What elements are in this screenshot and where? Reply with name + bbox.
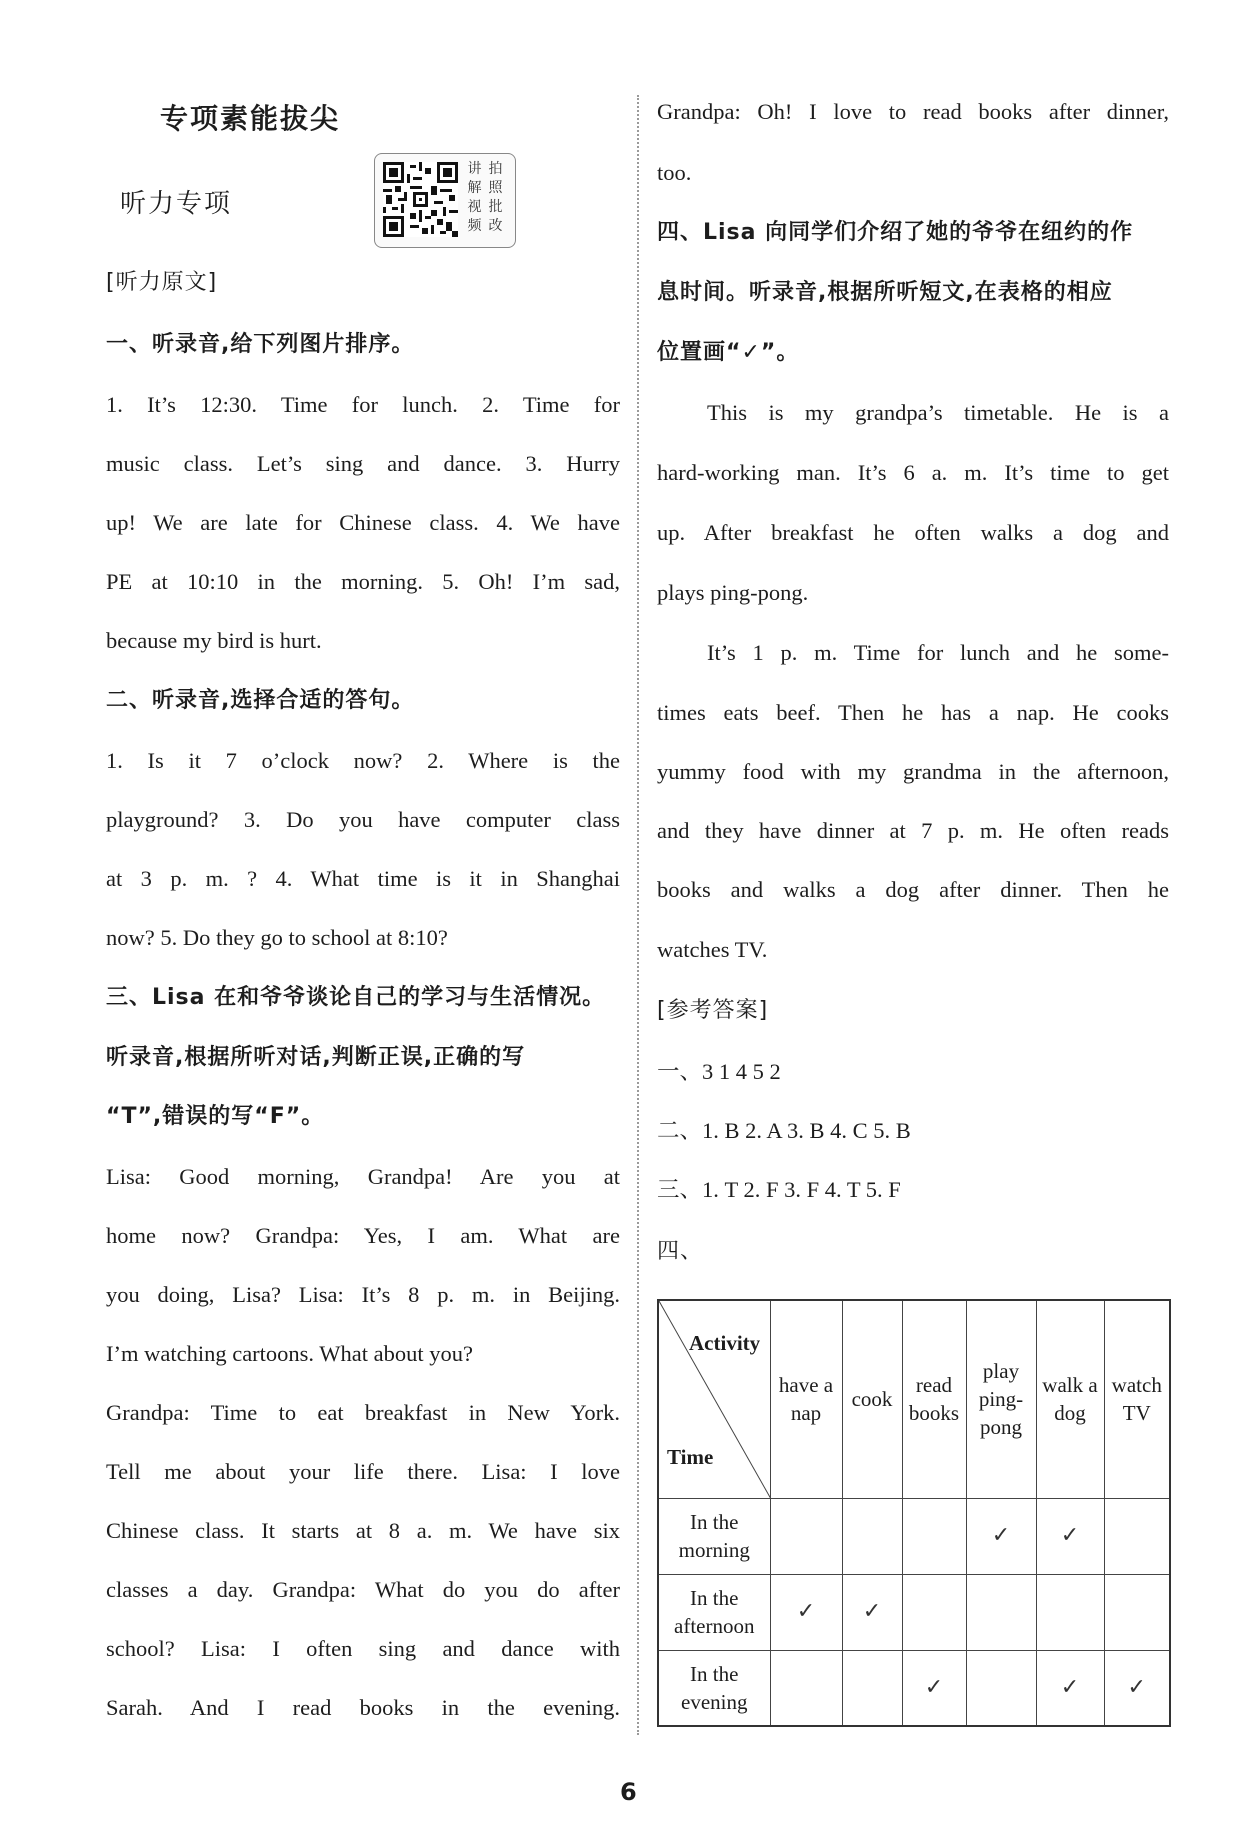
check-cell [1036, 1574, 1104, 1650]
qr-label: 照 [488, 180, 503, 196]
dialogue-line: school? Lisa: I often sing and dance with [106, 1636, 620, 1661]
check-cell: ✓ [1104, 1650, 1170, 1726]
section-3-title: 三、Lisa 在和爷爷谈论自己的学习与生活情况。 [106, 985, 606, 1010]
page-title: 专项素能拔尖 [160, 102, 341, 135]
dialogue-line: you doing, Lisa? Lisa: It’s 8 p. m. in Beijing. [106, 1282, 620, 1307]
dialogue-line: Lisa: Good morning, Grandpa! Are you at [106, 1164, 620, 1189]
qr-label: 解 [467, 180, 482, 196]
s1-line: PE at 10:10 in the morning. 5. Oh! I’m sad, [106, 569, 620, 594]
activity-label: Activity [689, 1331, 761, 1355]
check-cell [770, 1650, 842, 1726]
page-subtitle: 听力专项 [120, 189, 233, 219]
passage-line: up. After breakfast he often walks a dog and [657, 520, 1169, 545]
passage-line: yummy food with my grandma in the afternoon, [657, 759, 1169, 784]
check-cell: ✓ [1036, 1498, 1104, 1574]
dialogue-line: Tell me about your life there. Lisa: I love [106, 1459, 620, 1484]
dialogue-line: Grandpa: Time to eat breakfast in New York. [106, 1400, 620, 1425]
time-label: Time [667, 1445, 714, 1469]
transcript-tag: [听力原文] [106, 270, 218, 295]
check-cell [966, 1574, 1036, 1650]
section-3-title: 听录音,根据所听对话,判断正误,正确的写 [106, 1045, 526, 1070]
passage-line: books and walks a dog after dinner. Then he [657, 877, 1169, 902]
qr-code-icon[interactable] [383, 162, 458, 237]
check-cell [842, 1650, 902, 1726]
check-cell: ✓ [770, 1574, 842, 1650]
check-cell: ✓ [1036, 1650, 1104, 1726]
column-header: read books [902, 1300, 966, 1498]
section-3-title: “T”,错误的写“F”。 [106, 1104, 325, 1129]
s1-line: because my bird is hurt. [106, 628, 322, 653]
s2-line: at 3 p. m. ? 4. What time is it in Shanghai [106, 866, 620, 891]
check-cell [902, 1498, 966, 1574]
answer-line: 一、3 1 4 5 2 [657, 1059, 781, 1084]
passage-line: This is my grandpa’s timetable. He is a [707, 400, 1169, 425]
check-cell [1104, 1498, 1170, 1574]
qr-label: 视 [467, 199, 482, 215]
s1-line: up! We are late for Chinese class. 4. We have [106, 510, 620, 535]
row-header: In the evening [658, 1650, 770, 1726]
column-header: walk a dog [1036, 1300, 1104, 1498]
column-divider [637, 95, 639, 1735]
dialogue-line: classes a day. Grandpa: What do you do after [106, 1577, 620, 1602]
s1-line: 1. It’s 12:30. Time for lunch. 2. Time for [106, 392, 620, 417]
s2-line: now? 5. Do they go to school at 8:10? [106, 925, 448, 950]
qr-caption [464, 160, 510, 236]
answer-line: 二、1. B 2. A 3. B 4. C 5. B [657, 1118, 911, 1143]
table-row [658, 1498, 1170, 1574]
section-4-title: 息时间。听录音,根据所听短文,在表格的相应 [657, 280, 1113, 305]
section-4-title: 位置画“✓”。 [657, 340, 800, 365]
qr-label: 批 [488, 199, 503, 215]
check-cell: ✓ [966, 1498, 1036, 1574]
passage-line: hard-working man. It’s 6 a. m. It’s time to get [657, 460, 1169, 485]
column-header: play ping-pong [966, 1300, 1036, 1498]
table-row [658, 1574, 1170, 1650]
section-1-title: 一、听录音,给下列图片排序。 [106, 332, 415, 357]
continued-line: Grandpa: Oh! I love to read books after dinner, [657, 99, 1169, 124]
page-number: 6 [620, 1778, 637, 1806]
answer-tag: [参考答案] [657, 998, 769, 1023]
check-cell [770, 1498, 842, 1574]
passage-line: It’s 1 p. m. Time for lunch and he some- [707, 640, 1169, 665]
s2-line: 1. Is it 7 o’clock now? 2. Where is the [106, 748, 620, 773]
check-cell: ✓ [842, 1574, 902, 1650]
column-header: cook [842, 1300, 902, 1498]
check-cell [966, 1650, 1036, 1726]
dialogue-line: home now? Grandpa: Yes, I am. What are [106, 1223, 620, 1248]
activity-table [657, 1299, 1171, 1727]
passage-line: plays ping-pong. [657, 580, 809, 605]
dialogue-line: Sarah. And I read books in the evening. [106, 1695, 620, 1720]
check-cell: ✓ [902, 1650, 966, 1726]
passage-line: and they have dinner at 7 p. m. He often reads [657, 818, 1169, 843]
section-2-title: 二、听录音,选择合适的答句。 [106, 688, 415, 713]
check-cell [902, 1574, 966, 1650]
column-header: watch TV [1104, 1300, 1170, 1498]
row-header: In the morning [658, 1498, 770, 1574]
passage-line: times eats beef. Then he has a nap. He cooks [657, 700, 1169, 725]
s2-line: playground? 3. Do you have computer class [106, 807, 620, 832]
check-cell [842, 1498, 902, 1574]
answer-line: 四、 [657, 1239, 704, 1264]
section-4-title: 四、Lisa 向同学们介绍了她的爷爷在纽约的作 [657, 220, 1134, 245]
answer-line: 三、1. T 2. F 3. F 4. T 5. F [657, 1177, 901, 1202]
column-header: have a nap [770, 1300, 842, 1498]
dialogue-line: Chinese class. It starts at 8 a. m. We have six [106, 1518, 620, 1543]
qr-label: 改 [488, 218, 503, 234]
table-corner-cell [658, 1300, 770, 1498]
continued-line: too. [657, 160, 692, 185]
dialogue-line: I’m watching cartoons. What about you? [106, 1341, 473, 1366]
qr-label: 频 [467, 218, 482, 234]
row-header: In the afternoon [658, 1574, 770, 1650]
qr-label: 拍 [488, 161, 503, 177]
s1-line: music class. Let’s sing and dance. 3. Hurry [106, 451, 620, 476]
qr-label: 讲 [467, 161, 482, 177]
check-cell [1104, 1574, 1170, 1650]
table-row [658, 1650, 1170, 1726]
passage-line: watches TV. [657, 937, 768, 962]
qr-code-box[interactable] [374, 153, 516, 248]
